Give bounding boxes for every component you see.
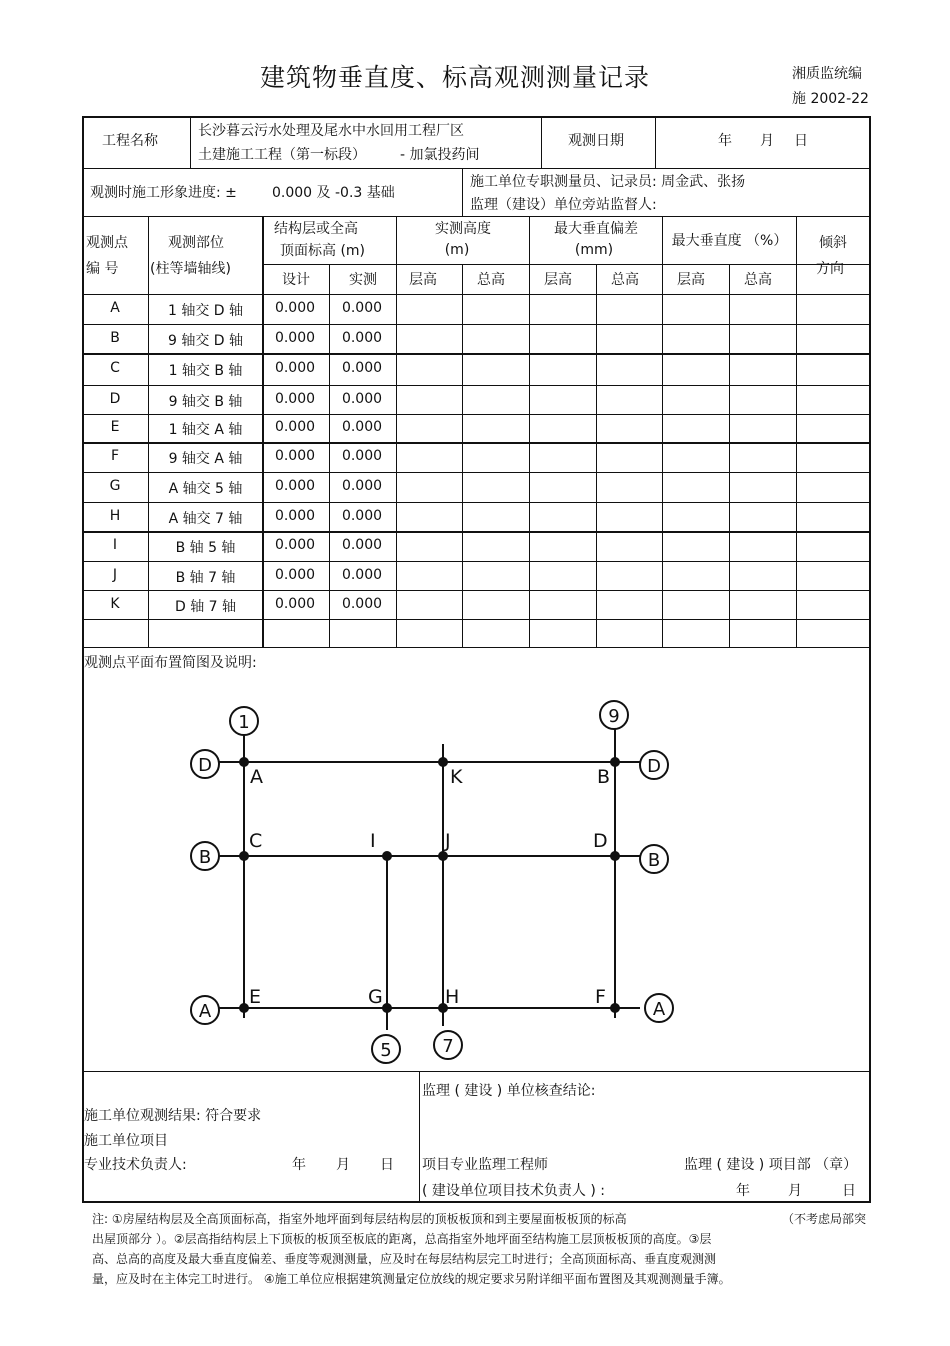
row-design-elevation: 0.000	[274, 448, 316, 464]
row-location: B 轴 5 轴	[175, 540, 236, 556]
progress-label: 观测时施工形象进度: ±	[90, 185, 237, 201]
row-point-id: K	[110, 596, 120, 612]
row-location: A 轴交 7 轴	[168, 511, 243, 527]
row-location: 9 轴交 A 轴	[168, 451, 243, 467]
row-design-elevation: 0.000	[274, 391, 316, 407]
col-tilt-line1: 倾斜	[819, 235, 847, 251]
note-line4: 量，应及时在主体完工时进行。 ④施工单位应根据建筑测量定位放线的规定要求另附详细平面布置图及其观测测量手簿。	[92, 1272, 731, 1286]
row-location: B 轴 7 轴	[175, 570, 236, 586]
row-location: 1 轴交 A 轴	[168, 422, 243, 438]
note-line3: 高、总高的高度及最大垂直度偏差、垂度等观测测量，应及时在每层结构层完工时进行；全高顶面标高、垂直度观测测	[92, 1252, 717, 1266]
point-label-e: E	[249, 986, 262, 1008]
col-measured-height-line1: 实测高度	[435, 221, 491, 237]
row-actual-elevation: 0.000	[341, 360, 383, 376]
notes	[92, 1209, 872, 1289]
row-point-id: H	[109, 508, 121, 524]
row-actual-elevation: 0.000	[341, 537, 383, 553]
row-design-elevation: 0.000	[274, 478, 316, 494]
project-name-line2: 土建施工工程（第一标段）	[198, 147, 366, 163]
supervisor-year: 年	[736, 1183, 750, 1199]
row-location: 1 轴交 D 轴	[167, 303, 244, 319]
col-point-no-line1: 观测点	[86, 235, 128, 251]
axis-label-1: 1	[238, 712, 250, 733]
row-actual-elevation: 0.000	[341, 419, 383, 435]
row-design-elevation: 0.000	[274, 596, 316, 612]
axis-label-a-left: A	[198, 1001, 212, 1022]
supervisor-dept-label: 监理 ( 建设 ) 项目部 （章）	[684, 1157, 858, 1173]
row-point-id: A	[110, 300, 120, 316]
row-design-elevation: 0.000	[274, 300, 316, 316]
survey-point-g	[382, 1003, 392, 1013]
row-point-id: G	[109, 478, 121, 494]
point-label-i: I	[370, 830, 376, 852]
axis-label-5: 5	[380, 1040, 392, 1061]
date-year: 年	[718, 133, 732, 149]
row-actual-elevation: 0.000	[341, 567, 383, 583]
col-elevation-line1: 结构层或全高	[274, 221, 358, 237]
row-point-id: D	[109, 391, 121, 407]
contractor-year: 年	[292, 1157, 306, 1173]
row-location: 9 轴交 D 轴	[167, 333, 244, 349]
row-actual-elevation: 0.000	[341, 391, 383, 407]
supervisor-day: 日	[842, 1183, 856, 1199]
col-location-line1: 观测部位	[168, 235, 224, 251]
col-floor-height: 层高	[677, 272, 705, 288]
supervisor-conclusion-label: 监理 ( 建设 ) 单位核查结论:	[422, 1083, 596, 1099]
form-code-line2: 施 2002-22	[792, 91, 869, 107]
axis-label-7: 7	[442, 1036, 454, 1057]
survey-point-b	[610, 757, 620, 767]
row-actual-elevation: 0.000	[341, 478, 383, 494]
row-location: A 轴交 5 轴	[168, 481, 243, 497]
note-line1a: 注: ①房屋结构层及全高顶面标高，指室外地坪面到每层结构层的顶板板顶和到主要屋面板板顶的标高	[92, 1212, 627, 1226]
survey-point-a	[239, 757, 249, 767]
col-total-height: 总高	[744, 272, 772, 288]
col-tilt-line2: 方向	[816, 261, 844, 277]
date-month: 月	[760, 133, 774, 149]
supervisor-info: 监理（建设）单位旁站监督人:	[470, 197, 657, 213]
row-actual-elevation: 0.000	[341, 300, 383, 316]
row-design-elevation: 0.000	[274, 360, 316, 376]
row-location: 1 轴交 B 轴	[168, 363, 243, 379]
note-line1b: （不考虑局部突	[782, 1212, 867, 1226]
col-measured-height-line2: (m)	[444, 242, 470, 258]
axis-label-d-left: D	[198, 755, 212, 776]
col-max-verticality: 最大垂直度 （%）	[671, 233, 788, 249]
col-elevation-line2: 顶面标高 (m)	[280, 243, 366, 259]
project-name-suffix: - 加氯投药间	[400, 147, 480, 163]
point-label-f: F	[595, 986, 606, 1008]
row-location: D 轴 7 轴	[174, 599, 237, 615]
row-actual-elevation: 0.000	[341, 508, 383, 524]
row-point-id: I	[112, 537, 118, 553]
row-design-elevation: 0.000	[274, 567, 316, 583]
project-name-line1: 长沙暮云污水处理及尾水中水回用工程厂区	[198, 123, 464, 139]
row-actual-elevation: 0.000	[341, 330, 383, 346]
survey-point-j	[438, 851, 448, 861]
point-label-b: B	[597, 766, 611, 788]
contractor-result: 施工单位观测结果: 符合要求	[84, 1108, 262, 1124]
row-actual-elevation: 0.000	[341, 448, 383, 464]
point-label-h: H	[445, 986, 460, 1008]
note-line2: 出屋顶部分 ）。②层高指结构层上下顶板的板顶至板底的距离，总高指室外地坪面至结构施工层顶板板顶的高度。③层	[92, 1232, 712, 1246]
row-point-id: E	[110, 419, 120, 435]
survey-point-k	[438, 757, 448, 767]
axis-label-9: 9	[608, 706, 620, 727]
point-label-g: G	[368, 986, 383, 1008]
point-label-k: K	[450, 766, 463, 788]
point-label-d: D	[593, 830, 608, 852]
axis-label-b-left: B	[198, 847, 212, 868]
survey-point-d	[610, 851, 620, 861]
col-point-no-line2: 编 号	[86, 261, 119, 277]
surveyor-info: 施工单位专职测量员、记录员: 周金武、张扬	[470, 174, 746, 190]
point-label-j: J	[445, 830, 451, 852]
owner-lead-label: ( 建设单位项目技术负责人 ) :	[422, 1183, 605, 1199]
col-total-height: 总高	[611, 272, 639, 288]
form-code-line1: 湘质监统编	[792, 66, 862, 82]
row-design-elevation: 0.000	[274, 508, 316, 524]
col-floor-height: 层高	[544, 272, 572, 288]
date-day: 日	[794, 133, 808, 149]
point-label-a: A	[250, 766, 263, 788]
col-max-deviation-line1: 最大垂直偏差	[554, 221, 638, 237]
row-point-id: C	[110, 360, 120, 376]
contractor-month: 月	[336, 1157, 350, 1173]
contractor-project-label: 施工单位项目	[84, 1133, 168, 1149]
row-point-id: F	[110, 448, 120, 464]
col-total-height: 总高	[477, 272, 505, 288]
tech-lead-label: 专业技术负责人:	[84, 1157, 187, 1173]
diagram-caption: 观测点平面布置简图及说明:	[84, 655, 257, 671]
axis-label-d-right: D	[647, 756, 661, 777]
row-point-id: J	[112, 567, 118, 583]
col-location-line2: (柱等墙轴线)	[150, 261, 231, 277]
project-name-label: 工程名称	[102, 133, 158, 149]
axis-label-a-right: A	[652, 999, 666, 1020]
row-design-elevation: 0.000	[274, 419, 316, 435]
supervisor-engineer-label: 项目专业监理工程师	[422, 1157, 548, 1173]
point-label-c: C	[249, 830, 263, 852]
col-floor-height: 层高	[409, 272, 437, 288]
col-max-deviation-line2: (mm)	[574, 242, 614, 258]
row-location: 9 轴交 B 轴	[168, 394, 243, 410]
supervisor-month: 月	[788, 1183, 802, 1199]
survey-point-f	[610, 1003, 620, 1013]
observation-date-label: 观测日期	[568, 133, 624, 149]
col-actual: 实测	[349, 272, 377, 288]
survey-point-e	[239, 1003, 249, 1013]
survey-point-i	[382, 851, 392, 861]
row-point-id: B	[110, 330, 120, 346]
progress-value: 0.000 及 -0.3 基础	[272, 185, 395, 201]
row-design-elevation: 0.000	[274, 537, 316, 553]
row-actual-elevation: 0.000	[341, 596, 383, 612]
contractor-day: 日	[380, 1157, 394, 1173]
axis-label-b-right: B	[647, 850, 661, 871]
survey-point-c	[239, 851, 249, 861]
page-title: 建筑物垂直度、标高观测测量记录	[260, 63, 651, 92]
col-design: 设计	[282, 272, 310, 288]
row-design-elevation: 0.000	[274, 330, 316, 346]
